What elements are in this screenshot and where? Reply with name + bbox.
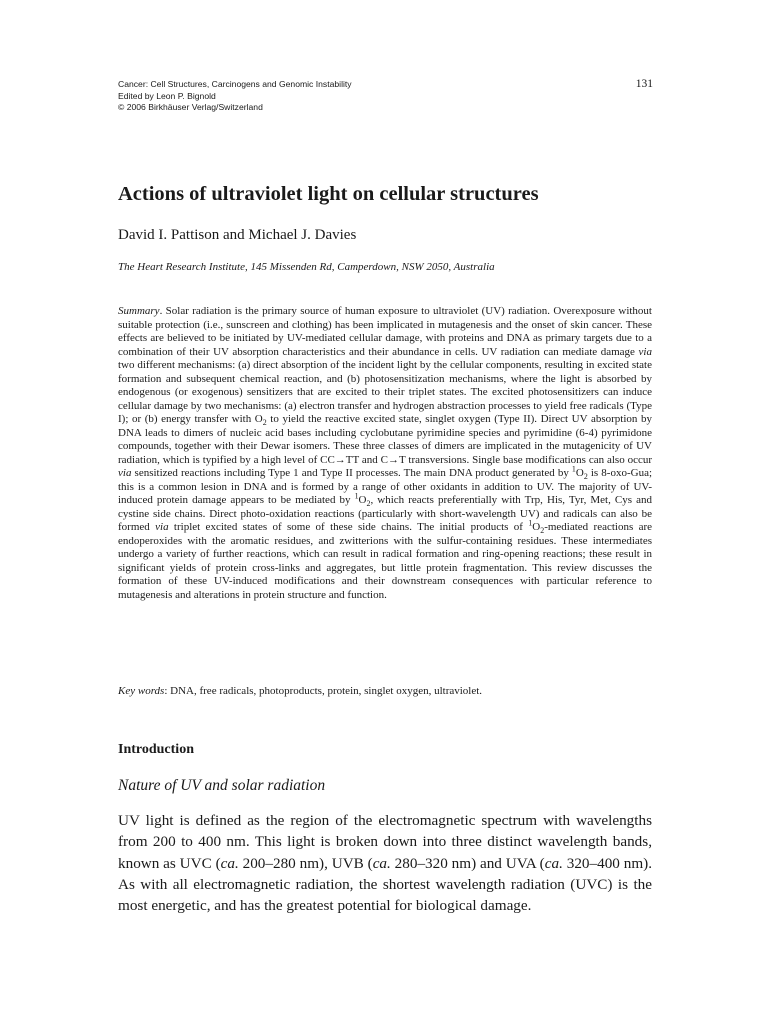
running-header bbox=[118, 79, 653, 114]
introduction-paragraph: UV light is defined as the region of the electromagnetic spectrum with wavelengths from 200 to 400 nm. This light is broken down into three distinct wavelength bands, known as UVC (ca. 200–280 nm), UVB (ca. 280–320 nm) and UVA (ca. 320–400 nm). As with all electromagnetic radiation, the shortest wavelength radiation (UVC) is the most energetic, and has the greatest potential for biological damage. bbox=[118, 812, 652, 915]
summary-paragraph: Summary. Solar radiation is the primary source of human exposure to ultraviolet (UV) radiation. Overexposure without suitable protection (i.e., sunscreen and clothing) has been implicated in mutagenesis and the onset of skin cancer. These effects are believed to be initiated by UV-mediated cellular damage, with proteins and DNA as primary targets due to a combination of their UV absorption characteristics and their abundance in cells. UV radiation can mediate damage via two different mechanisms: (a) direct absorption of the incident light by the cellular components, resulting in excited state formation and subsequent chemical reaction, and (b) photosensitization mechanisms, where the light is absorbed by endogenous (or exogenous) sensitizers that are excited to their triplet states. The excited photosensitizers can induce cellular damage by two mechanisms: (a) electron transfer and hydrogen abstraction processes to yield free radicals (Type I); or (b) energy transfer with $O_2$ to yield the reactive excited state, singlet oxygen (Type II). Direct UV absorption by DNA leads to dimers of nucleic acid bases including cyclobutane pyrimidine species and pyrimidine (6-4) pyrimidone compounds, together with their Dewar isomers. These three classes of dimers are implicated in the mutagenicity of UV radiation, which is typified by a high level of CC→TT and C→T transversions. Single base modifications can also occur via sensitized reactions including Type 1 and Type II processes. The main DNA product generated by $^1O_2$ is 8-oxo-Gua; this is a common lesion in DNA and is formed by a range of other oxidants in addition to UV. The majority of UV-induced protein damage appears to be mediated by $^1O_2$, which reacts preferentially with Trp, His, Tyr, Met, Cys and cystine side chains. Direct photo-oxidation reactions (particularly with short-wavelength UV) and radicals can also be formed via triplet excited states of some of these side chains. The initial products of $^1O_2$-mediated reactions are endoperoxides with the aromatic residues, and zwitterions with the sulfur-containing residues. These intermediates undergo a variety of further reactions, which can result in radical formation and ring-opening reactions; these result in significant yields of protein cross-links and aggregates, but little protein fragmentation. This review discusses the formation of these UV-induced modifications and their downstream consequences with particular reference to mutagenesis and alterations in protein structure and function. bbox=[118, 305, 653, 601]
keywords-line: Key words: DNA, free radicals, photoproducts, protein, singlet oxygen, ultraviolet. bbox=[118, 685, 483, 697]
page-number: 131 bbox=[635, 78, 653, 90]
copyright-line: © 2006 Birkhäuser Verlag/Switzerland bbox=[118, 102, 263, 112]
article-title: Actions of ultraviolet light on cellular structures bbox=[118, 183, 539, 205]
subsection-heading: Nature of UV and solar radiation bbox=[118, 777, 326, 794]
summary-label: Summary bbox=[118, 305, 160, 317]
author-affiliation: The Heart Research Institute, 145 Missenden Rd, Camperdown, NSW 2050, Australia bbox=[118, 261, 495, 273]
section-heading-introduction: Introduction bbox=[118, 742, 194, 757]
article-authors: David I. Pattison and Michael J. Davies bbox=[118, 227, 357, 243]
book-editor: Edited by Leon P. Bignold bbox=[118, 90, 216, 101]
keywords-label: Key words bbox=[118, 685, 165, 697]
book-title: Cancer: Cell Structures, Carcinogens and Genomic Instability bbox=[118, 79, 352, 89]
